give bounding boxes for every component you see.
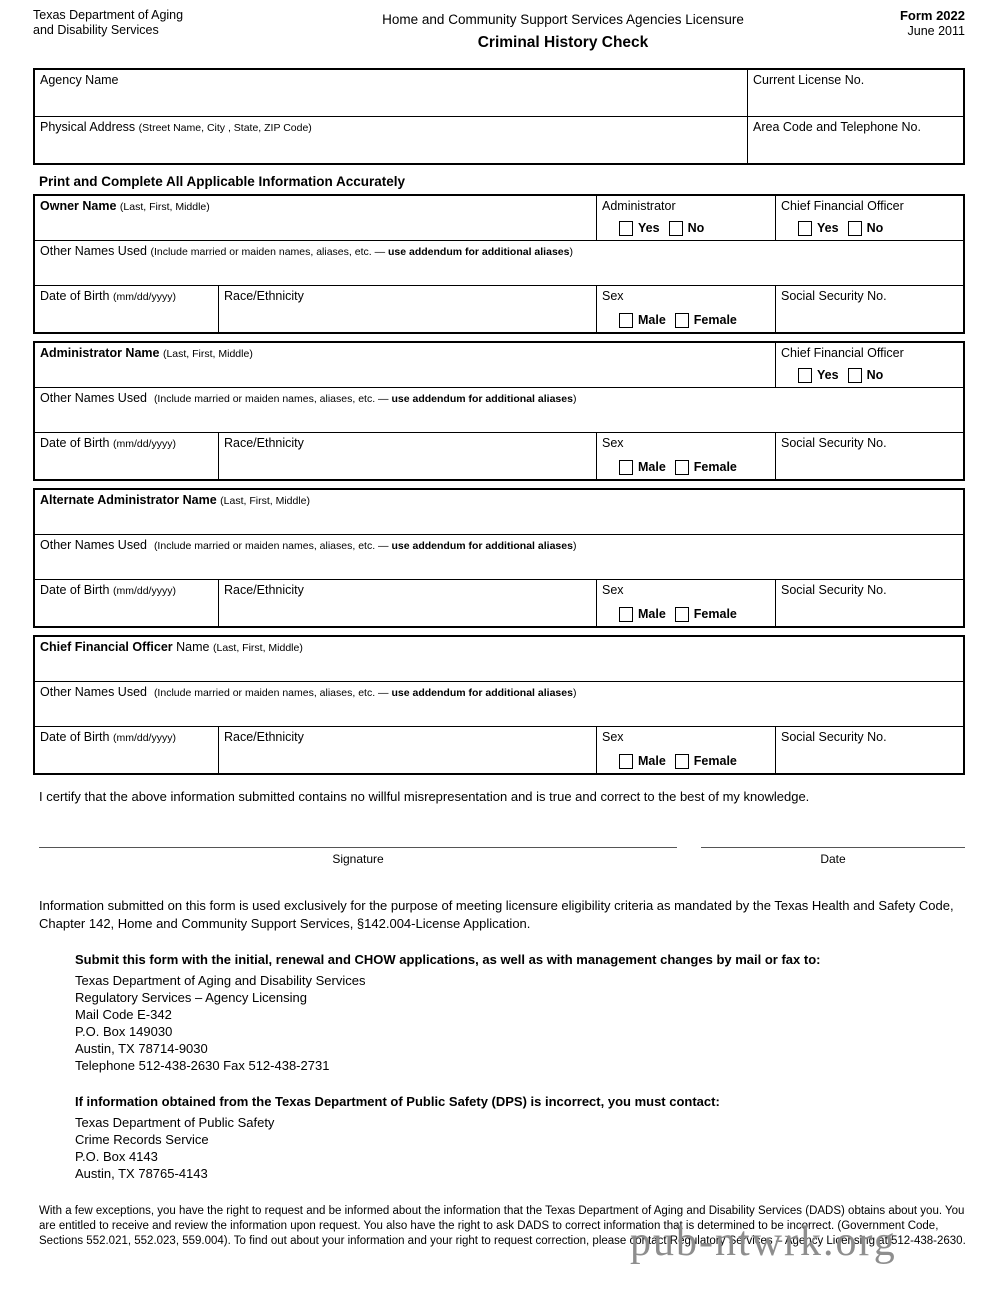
checkbox-owner-sex-female[interactable] [675, 313, 737, 328]
field-label: Date of Birth (mm/dd/yyyy) [40, 436, 176, 450]
submit-instructions-heading: Submit this form with the initial, renewal and CHOW applications, as well as with management changes by mail or fax to: [75, 952, 821, 967]
table-row [35, 534, 963, 579]
checkbox-group [619, 754, 737, 769]
field-owner-sex[interactable] [596, 286, 775, 332]
checkbox-owner-cfo-no[interactable] [848, 221, 884, 236]
address-line: Telephone 512-438-2630 Fax 512-438-2731 [75, 1058, 330, 1073]
field-cfo-dob[interactable] [35, 727, 218, 773]
address-line: P.O. Box 149030 [75, 1024, 173, 1039]
field-owner-name[interactable] [35, 196, 596, 240]
watermark: pub-ntwrk.org [630, 1219, 897, 1265]
checkbox-label: Female [693, 460, 737, 474]
checkbox-label: No [866, 221, 884, 235]
field-administrator-ssn[interactable] [775, 433, 963, 479]
owner-information-table [33, 194, 965, 334]
table-row [35, 70, 963, 116]
field-alternate-administrator-other-names[interactable] [35, 535, 963, 579]
program-title: Home and Community Support Services Agencies Licensure [382, 12, 744, 27]
checkbox-group [619, 313, 737, 328]
field-label: Race/Ethnicity [224, 289, 304, 303]
form-title-group [283, 11, 843, 52]
address-line: Austin, TX 78765-4143 [75, 1166, 208, 1181]
checkbox-icon[interactable] [619, 313, 633, 328]
checkbox-cfo-sex-female[interactable] [675, 754, 737, 769]
field-label: Social Security No. [781, 289, 887, 303]
alternate-administrator-information-table [33, 488, 965, 628]
page-title: Criminal History Check [477, 34, 649, 51]
field-label: Alternate Administrator Name (Last, First, Middle) [40, 493, 311, 507]
checkbox-administrator-sex-male[interactable] [619, 460, 666, 475]
field-label: Other Names Used (Include married or maiden names, aliases, etc. — use addendum for additional aliases) [40, 685, 577, 699]
field-alternate-administrator-race-ethnicity[interactable] [218, 580, 596, 626]
field-agency-name[interactable] [35, 70, 747, 116]
chief-financial-officer-information-table [33, 635, 965, 775]
address-line: Austin, TX 78714-9030 [75, 1041, 208, 1056]
table-row [35, 726, 963, 773]
checkbox-label: Female [693, 607, 737, 621]
field-owner-is-administrator[interactable] [596, 196, 775, 240]
checkbox-label: Female [693, 313, 737, 327]
checkbox-label: No [687, 221, 705, 235]
department-name [33, 8, 263, 37]
checkbox-icon[interactable] [798, 221, 812, 236]
field-alternate-administrator-dob[interactable] [35, 580, 218, 626]
table-row [35, 116, 963, 163]
field-administrator-name[interactable] [35, 343, 775, 387]
checkbox-owner-administrator-no[interactable] [669, 221, 705, 236]
checkbox-label: Yes [638, 221, 660, 235]
checkbox-icon[interactable] [669, 221, 683, 236]
field-administrator-other-names[interactable] [35, 388, 963, 432]
checkbox-group [619, 460, 737, 475]
form-meta [900, 8, 965, 39]
checkbox-label: Male [638, 754, 666, 768]
table-row [35, 343, 963, 387]
signature-area [33, 847, 965, 883]
field-alternate-administrator-ssn[interactable] [775, 580, 963, 626]
address-line: Crime Records Service [75, 1132, 209, 1147]
checkbox-cfo-sex-male[interactable] [619, 754, 666, 769]
checkbox-icon[interactable] [848, 368, 862, 383]
field-label: Area Code and Telephone No. [753, 120, 921, 134]
field-label: Other Names Used (Include married or maiden names, aliases, etc. — use addendum for additional aliases) [40, 538, 577, 552]
checkbox-label: Male [638, 313, 666, 327]
field-administrator-dob[interactable] [35, 433, 218, 479]
checkbox-label: Female [693, 754, 737, 768]
field-label: Chief Financial Officer Name (Last, First, Middle) [40, 640, 303, 654]
field-alternate-administrator-sex[interactable] [596, 580, 775, 626]
checkbox-label: Yes [817, 368, 839, 382]
checkbox-group [798, 221, 883, 236]
table-row [35, 579, 963, 626]
checkbox-icon[interactable] [675, 754, 689, 769]
administrator-information-table [33, 341, 965, 481]
checkbox-label: Yes [817, 221, 839, 235]
checkbox-administrator-sex-female[interactable] [675, 460, 737, 475]
checkbox-group [619, 221, 704, 236]
field-label: Race/Ethnicity [224, 436, 304, 450]
field-administrator-sex[interactable] [596, 433, 775, 479]
field-label: Other Names Used (Include married or maiden names, aliases, etc. — use addendum for additional aliases) [40, 391, 577, 405]
field-label: Other Names Used (Include married or maiden names, aliases, etc. — use addendum for additional aliases) [40, 244, 573, 258]
field-label: Chief Financial Officer [781, 346, 904, 360]
checkbox-group [798, 368, 883, 383]
checkbox-icon[interactable] [619, 460, 633, 475]
checkbox-icon[interactable] [848, 221, 862, 236]
checkbox-icon[interactable] [675, 607, 689, 622]
checkbox-administrator-cfo-no[interactable] [848, 368, 884, 383]
field-label: Physical Address (Street Name, City , State, ZIP Code) [40, 120, 312, 134]
checkbox-label: Male [638, 607, 666, 621]
checkbox-owner-cfo-yes[interactable] [798, 221, 839, 236]
certification-statement: I certify that the above information submitted contains no willful misrepresentation and is true and correct to the best of my knowledge. [39, 789, 810, 804]
date-label: Date [820, 852, 846, 866]
field-current-license-no[interactable] [747, 70, 963, 116]
field-cfo-ssn[interactable] [775, 727, 963, 773]
field-cfo-name[interactable] [35, 637, 963, 681]
address-line: Mail Code E-342 [75, 1007, 172, 1022]
department-name-line2: and Disability Services [33, 22, 159, 37]
address-line: Texas Department of Public Safety [75, 1115, 275, 1130]
checkbox-icon[interactable] [619, 607, 633, 622]
checkbox-label: No [866, 368, 884, 382]
field-label: Race/Ethnicity [224, 730, 304, 744]
checkbox-icon[interactable] [619, 754, 633, 769]
field-label: Date of Birth (mm/dd/yyyy) [40, 730, 176, 744]
checkbox-administrator-cfo-yes[interactable] [798, 368, 839, 383]
form-date: June 2011 [907, 23, 965, 38]
field-label: Date of Birth (mm/dd/yyyy) [40, 583, 176, 597]
instructions-heading: Print and Complete All Applicable Information Accurately [39, 174, 406, 189]
field-owner-dob[interactable] [35, 286, 218, 332]
field-label: Sex [602, 289, 624, 303]
checkbox-owner-sex-male[interactable] [619, 313, 666, 328]
table-row [35, 681, 963, 726]
field-physical-address[interactable] [35, 117, 747, 163]
checkbox-alternate-administrator-sex-male[interactable] [619, 607, 666, 622]
signature-line[interactable] [39, 847, 677, 848]
field-owner-ssn[interactable] [775, 286, 963, 332]
field-label: Sex [602, 436, 624, 450]
field-administrator-is-cfo[interactable] [775, 343, 963, 387]
field-label: Chief Financial Officer [781, 199, 904, 213]
checkbox-alternate-administrator-sex-female[interactable] [675, 607, 737, 622]
signature-label: Signature [332, 852, 384, 866]
field-label: Sex [602, 583, 624, 597]
field-label: Administrator Name (Last, First, Middle) [40, 346, 253, 360]
field-area-code-telephone[interactable] [747, 117, 963, 163]
checkbox-icon[interactable] [619, 221, 633, 236]
field-owner-race-ethnicity[interactable] [218, 286, 596, 332]
agency-information-table [33, 68, 965, 165]
table-row [35, 490, 963, 534]
date-line[interactable] [701, 847, 965, 848]
purpose-statement: Information submitted on this form is used exclusively for the purpose of meeting licensure eligibility criteria as mandated by the Texas Health and Safety Code, Chapter 142, Home and Community Support Services, §142.004-License Application. [39, 898, 954, 931]
field-label: Social Security No. [781, 583, 887, 597]
field-label: Administrator [602, 199, 676, 213]
checkbox-icon[interactable] [675, 313, 689, 328]
field-label: Date of Birth (mm/dd/yyyy) [40, 289, 176, 303]
checkbox-icon[interactable] [675, 460, 689, 475]
field-administrator-race-ethnicity[interactable] [218, 433, 596, 479]
field-label: Agency Name [40, 73, 119, 87]
field-cfo-race-ethnicity[interactable] [218, 727, 596, 773]
field-label: Owner Name (Last, First, Middle) [40, 199, 210, 213]
address-line: Texas Department of Aging and Disability Services [75, 973, 366, 988]
checkbox-owner-administrator-yes[interactable] [619, 221, 660, 236]
table-row [35, 196, 963, 240]
field-cfo-sex[interactable] [596, 727, 775, 773]
table-row [35, 432, 963, 479]
field-alternate-administrator-name[interactable] [35, 490, 963, 534]
field-cfo-other-names[interactable] [35, 682, 963, 726]
form-number: Form 2022 [899, 8, 965, 23]
field-label: Race/Ethnicity [224, 583, 304, 597]
field-owner-other-names[interactable] [35, 241, 963, 285]
privacy-notice: With a few exceptions, you have the right to request and be informed about the information that the Texas Department of Aging and Disability Services (DADS) obtains about you. You are entitled to receive and review the information upon request. You also have the right to ask DADS to correct information that is determined to be incorrect. (Government Code, Sections 552.021, 552.023, 559.004). To find out about your information and your right to request correction, please contact Regulatory Services – Agency Licensing at 512-438-2630. [39, 1205, 966, 1247]
department-name-line1: Texas Department of Aging [33, 8, 184, 22]
checkbox-group [619, 607, 737, 622]
dps-instructions-heading: If information obtained from the Texas Department of Public Safety (DPS) is incorrect, you must contact: [75, 1094, 720, 1109]
field-label: Social Security No. [781, 436, 887, 450]
table-row [35, 285, 963, 332]
field-owner-is-cfo[interactable] [775, 196, 963, 240]
field-label: Sex [602, 730, 624, 744]
checkbox-label: Male [638, 460, 666, 474]
field-label: Current License No. [753, 73, 865, 87]
table-row [35, 387, 963, 432]
table-row [35, 240, 963, 285]
table-row [35, 637, 963, 681]
address-line: Regulatory Services – Agency Licensing [75, 990, 307, 1005]
dps-mailing-address [75, 1114, 965, 1182]
field-label: Social Security No. [781, 730, 887, 744]
form-header [33, 0, 965, 66]
dads-mailing-address [75, 972, 965, 1074]
address-line: P.O. Box 4143 [75, 1149, 158, 1164]
checkbox-icon[interactable] [798, 368, 812, 383]
